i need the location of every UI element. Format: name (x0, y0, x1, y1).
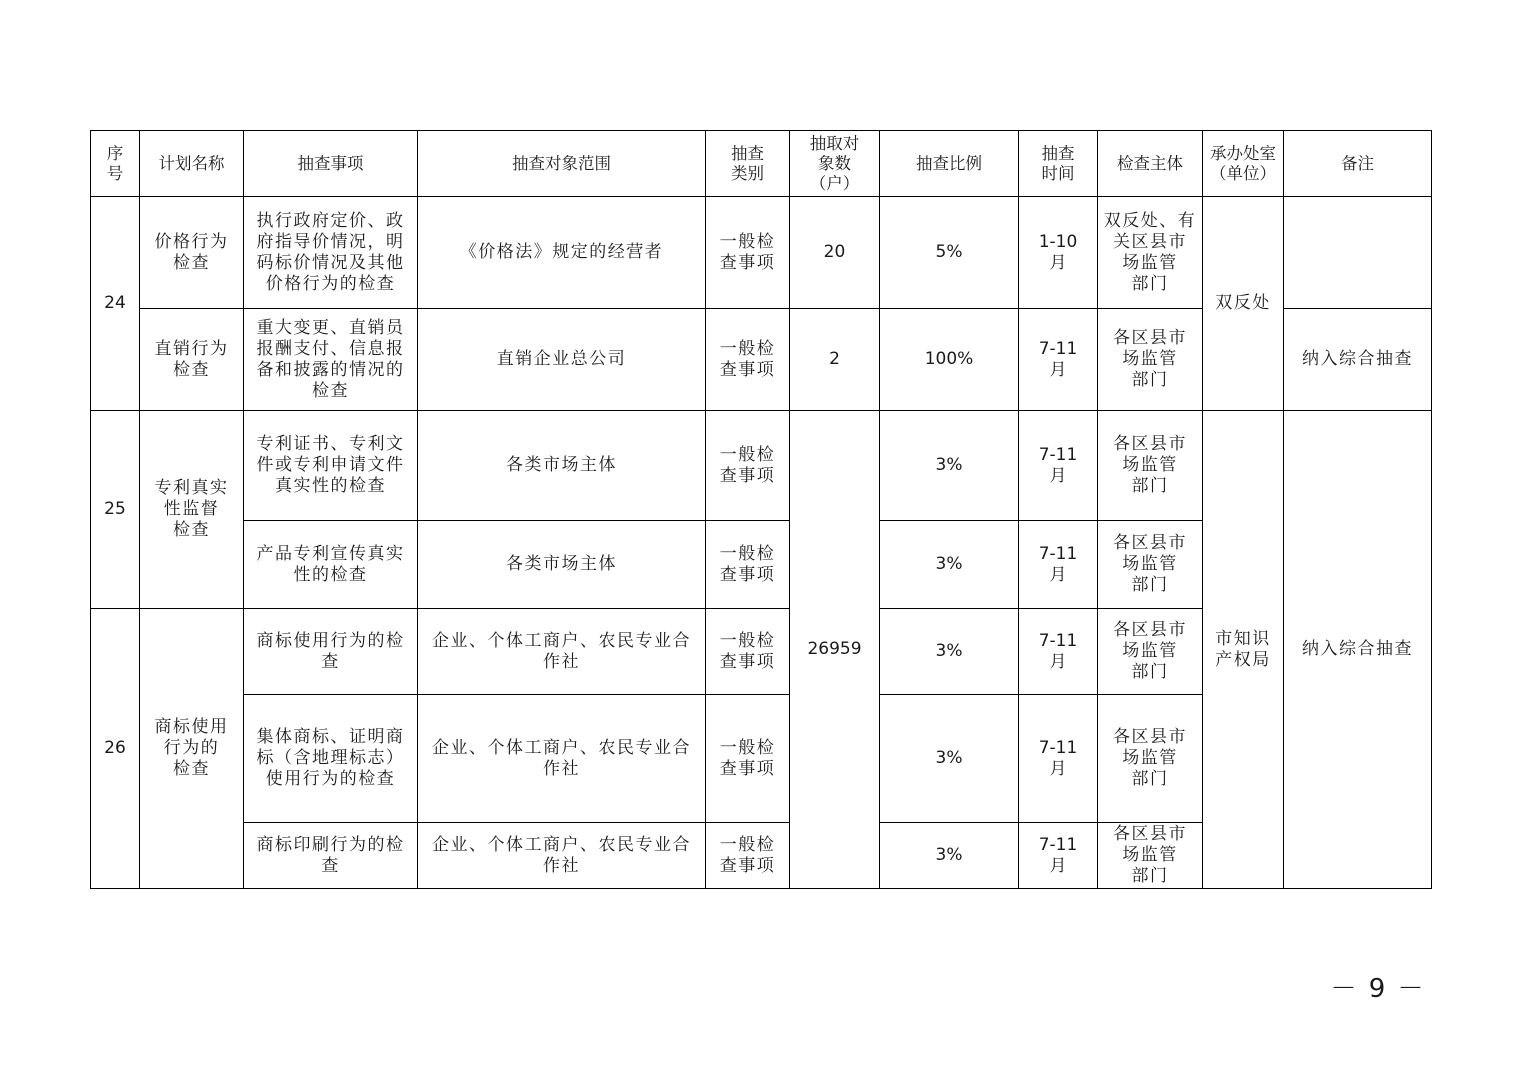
header-item: 抽查事项 (244, 131, 418, 197)
sample-ratio: 3% (880, 823, 1019, 889)
check-scope: 《价格法》规定的经营者 (418, 197, 706, 309)
check-subject: 双反处、有 关区县市 场监管 部门 (1098, 197, 1203, 309)
remark (1284, 197, 1432, 309)
check-item: 执行政府定价、政 府指导价情况，明 码标价情况及其他 价格行为的检查 (244, 197, 418, 309)
table-row (91, 411, 1432, 521)
check-scope: 各类市场主体 (418, 411, 706, 521)
inspection-plan-table (90, 130, 1432, 889)
check-time: 1-10 月 (1019, 197, 1098, 309)
check-category: 一般检 查事项 (706, 521, 790, 609)
check-item: 商标使用行为的检 查 (244, 609, 418, 695)
check-category: 一般检 查事项 (706, 695, 790, 823)
check-subject: 各区县市 场监管 部门 (1098, 521, 1203, 609)
header-row (91, 131, 1432, 197)
sample-count: 2 (790, 309, 880, 411)
check-item: 专利证书、专利文 件或专利申请文件 真实性的检查 (244, 411, 418, 521)
check-subject: 各区县市 场监管 部门 (1098, 309, 1203, 411)
check-scope: 各类市场主体 (418, 521, 706, 609)
row-index: 26 (91, 609, 140, 889)
check-category: 一般检 查事项 (706, 197, 790, 309)
plan-name: 商标使用 行为的 检查 (140, 609, 244, 889)
check-subject: 各区县市 场监管 部门 (1098, 609, 1203, 695)
check-time: 7-11 月 (1019, 695, 1098, 823)
sample-ratio: 100% (880, 309, 1019, 411)
header-subject: 检查主体 (1098, 131, 1203, 197)
check-scope: 企业、个体工商户、农民专业合 作社 (418, 823, 706, 889)
check-subject: 各区县市 场监管 部门 (1098, 823, 1203, 889)
plan-name: 价格行为 检查 (140, 197, 244, 309)
sample-ratio: 3% (880, 521, 1019, 609)
check-item: 产品专利宣传真实 性的检查 (244, 521, 418, 609)
check-item: 集体商标、证明商 标（含地理标志） 使用行为的检查 (244, 695, 418, 823)
check-category: 一般检 查事项 (706, 309, 790, 411)
header-index: 序 号 (91, 131, 140, 197)
check-time: 7-11 月 (1019, 309, 1098, 411)
header-office: 承办处室 （单位） (1203, 131, 1284, 197)
remark: 纳入综合抽查 (1284, 309, 1432, 411)
check-time: 7-11 月 (1019, 411, 1098, 521)
plan-name: 直销行为 检查 (140, 309, 244, 411)
check-item: 商标印刷行为的检 查 (244, 823, 418, 889)
header-category: 抽查 类别 (706, 131, 790, 197)
check-category: 一般检 查事项 (706, 823, 790, 889)
page-number: － 9 － (1330, 974, 1426, 1004)
header-time: 抽查 时间 (1019, 131, 1098, 197)
check-scope: 企业、个体工商户、农民专业合 作社 (418, 609, 706, 695)
plan-name: 专利真实 性监督 检查 (140, 411, 244, 609)
check-subject: 各区县市 场监管 部门 (1098, 411, 1203, 521)
sample-ratio: 3% (880, 411, 1019, 521)
header-plan-name: 计划名称 (140, 131, 244, 197)
sample-count: 26959 (790, 411, 880, 889)
table-row (91, 197, 1432, 309)
row-index: 25 (91, 411, 140, 609)
remark: 纳入综合抽查 (1284, 411, 1432, 889)
check-time: 7-11 月 (1019, 823, 1098, 889)
responsible-office: 双反处 (1203, 197, 1284, 411)
check-time: 7-11 月 (1019, 609, 1098, 695)
row-index: 24 (91, 197, 140, 411)
header-count: 抽取对 象数 （户） (790, 131, 880, 197)
responsible-office: 市知识 产权局 (1203, 411, 1284, 889)
header-scope: 抽查对象范围 (418, 131, 706, 197)
check-subject: 各区县市 场监管 部门 (1098, 695, 1203, 823)
check-category: 一般检 查事项 (706, 609, 790, 695)
header-ratio: 抽查比例 (880, 131, 1019, 197)
sample-ratio: 3% (880, 609, 1019, 695)
sample-count: 20 (790, 197, 880, 309)
check-time: 7-11 月 (1019, 521, 1098, 609)
check-category: 一般检 查事项 (706, 411, 790, 521)
sample-ratio: 3% (880, 695, 1019, 823)
check-item: 重大变更、直销员 报酬支付、信息报 备和披露的情况的 检查 (244, 309, 418, 411)
header-remark: 备注 (1284, 131, 1432, 197)
check-scope: 直销企业总公司 (418, 309, 706, 411)
sample-ratio: 5% (880, 197, 1019, 309)
check-scope: 企业、个体工商户、农民专业合 作社 (418, 695, 706, 823)
